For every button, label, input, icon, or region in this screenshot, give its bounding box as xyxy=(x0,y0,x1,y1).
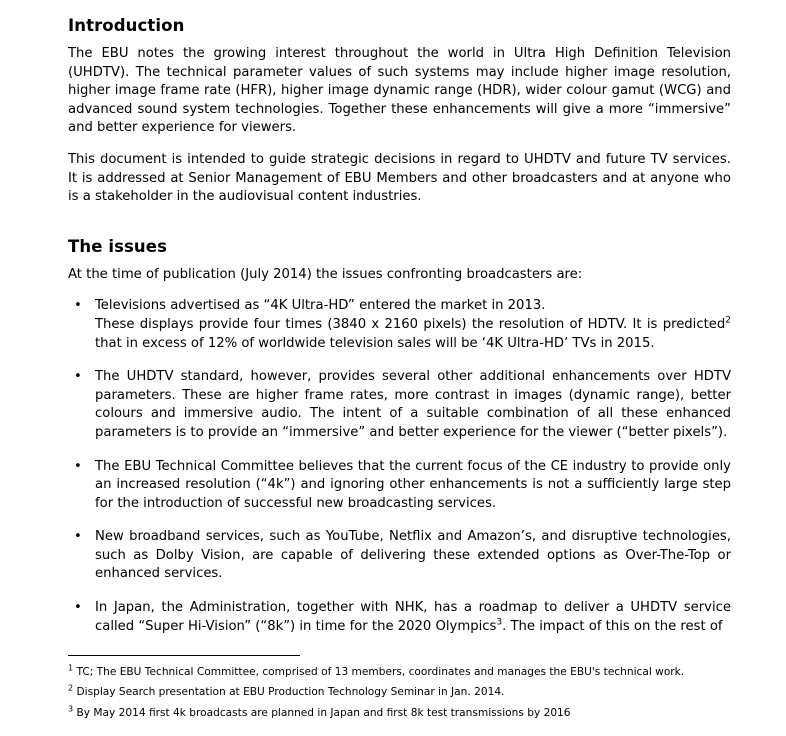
footnote-text: Display Search presentation at EBU Production Technology Seminar in Jan. 2014. xyxy=(76,686,505,698)
section-heading-the-issues: The issues xyxy=(68,236,167,256)
list-item-text: The EBU Technical Committee believes that the current focus of the CE industry to provide only an increased resolution (“4k”) and ignoring other enhancements is not a sufficiently large step for the introduction of successful new broadcasting services. xyxy=(95,458,731,511)
list-item xyxy=(68,528,731,584)
introduction-paragraph-1: The EBU notes the growing interest throughout the world in Ultra High Definition Television (UHDTV). The technical parameter values of such systems may include higher image resolution, higher image frame rate (HFR), higher image dynamic range (HDR), wider colour gamut (WCG) and advanced sound system technologies. Together these enhancements will give a more “immersive” and better experience for viewers. xyxy=(68,46,731,136)
bullet-glyph: • xyxy=(74,458,82,474)
list-item-text: The UHDTV standard, however, provides several other additional enhancements over HDTV parameters. These are higher frame rates, more contrast in images (dynamic range), better colours and immersive audio. The intent of a suitable combination of all these enhanced parameters is to provide an “immersive” and better experience for the viewer (“better pixels”). xyxy=(95,369,731,440)
list-item-line-1: Televisions advertised as “4K Ultra-HD” entered the market in 2013. xyxy=(95,298,546,314)
footnote-marker: 1 xyxy=(68,662,74,672)
footnote-separator xyxy=(68,655,300,656)
bullet-glyph: • xyxy=(74,529,82,545)
footnote-1 xyxy=(68,662,731,681)
bullet-glyph: • xyxy=(74,600,82,616)
footnote-marker: 3 xyxy=(68,703,74,713)
list-item xyxy=(68,599,731,636)
bullet-glyph: • xyxy=(74,369,82,385)
list-item-text: New broadband services, such as YouTube, Netflix and Amazon’s, and disruptive technologies, such as Dolby Vision, are capable of delivering these extended options as Over-The-Top or enhanced services. xyxy=(95,529,731,582)
footnote-area xyxy=(68,655,731,727)
footnote-marker: 2 xyxy=(68,683,74,693)
footnote-text: TC; The EBU Technical Committee, comprised of 13 members, coordinates and manages the EBU's technical work. xyxy=(76,665,685,678)
list-item xyxy=(68,368,731,442)
footnote-3 xyxy=(68,703,731,722)
list-item-line-2: These displays provide four times (3840 x 2160 pixels) the resolution of HDTV. It is predicted xyxy=(95,316,726,332)
footnote-2 xyxy=(68,685,731,701)
list-item-line-3: that in excess of 12% of worldwide television sales will be ‘4K Ultra-HD’ TVs in 2015. xyxy=(95,335,655,351)
section-heading-introduction: Introduction xyxy=(68,16,185,35)
footnote-ref-3: 3 xyxy=(496,617,503,628)
bullet-glyph: • xyxy=(74,298,82,314)
issues-intro-paragraph: At the time of publication (July 2014) the issues confronting broadcasters are: xyxy=(68,266,583,282)
issues-list xyxy=(68,297,731,636)
footnote-text: By May 2014 first 4k broadcasts are planned in Japan and first 8k test transmissions by 2016 xyxy=(76,706,571,719)
list-item-text: In Japan, the Administration, together with NHK, has a roadmap to deliver a UHDTV service called “Super Hi-Vision” (“8k”) in time for the 2020 Olympics xyxy=(95,600,731,634)
list-item xyxy=(68,297,731,353)
list-item-text-continued: . The impact of this on the rest of xyxy=(502,618,723,634)
introduction-paragraph-2: This document is intended to guide strategic decisions in regard to UHDTV and future TV services. It is addressed at Senior Management of EBU Members and other broadcasters and at anyone who is a stakeholder in the audiovisual content industries. xyxy=(68,151,731,205)
footnote-ref-2: 2 xyxy=(725,315,731,326)
list-item xyxy=(68,458,731,514)
